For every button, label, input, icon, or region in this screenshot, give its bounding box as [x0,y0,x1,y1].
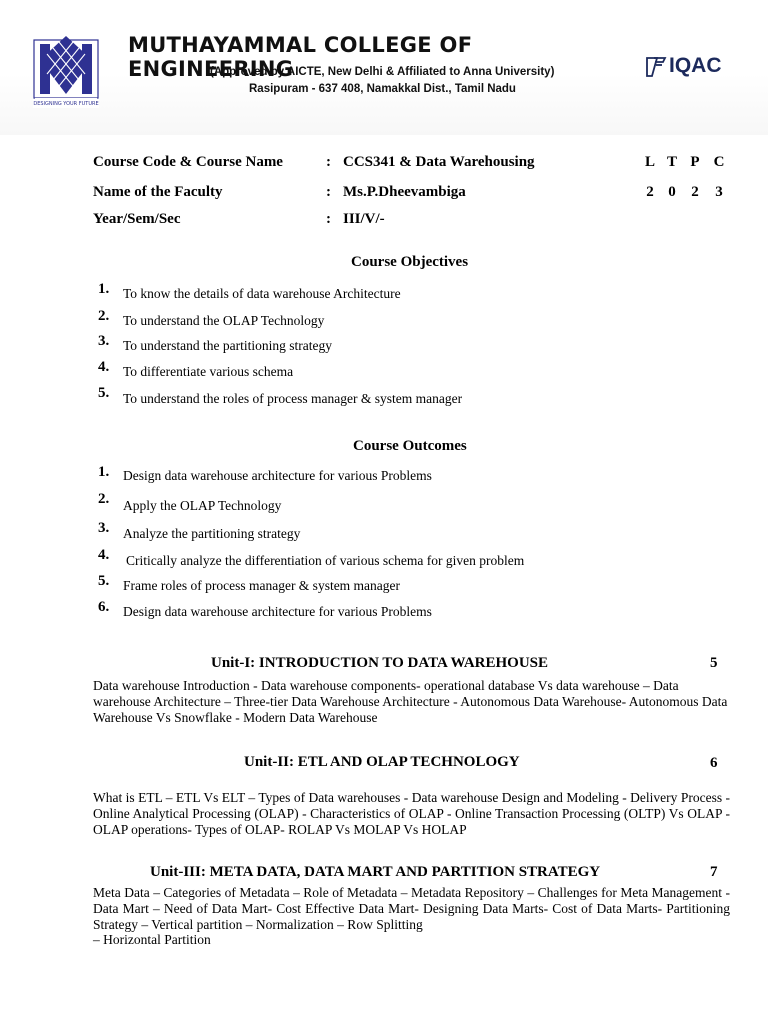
unit-2-hours: 6 [710,755,718,771]
objective-number: 5. [98,385,110,401]
objective-text: To differentiate various schema [123,364,294,379]
outcome-number: 1. [98,464,110,480]
objective-text: To understand the partitioning strategy [123,338,333,353]
objective-text: To understand the OLAP Technology [123,313,325,328]
outcome-number: 3. [98,520,110,536]
outcome-text: Critically analyze the differentiation of various schema for given problem [126,553,525,568]
objective-number: 4. [98,359,110,375]
course-code-label: Course Code & Course Name [93,154,283,170]
iqac-label: IQAC [669,54,722,77]
unit-3-content: Meta Data – Categories of Metadata – Role of Metadata – Metadata Repository – Challenges for Meta Management - Data Mart – Need of Data Mart- Cost Effective Data Mart- Designing Data Marts- Cost of Data Marts- Partitioning Strategy – Vertical partition – Normalization – Row Splitting [93,885,730,932]
faculty-value: Ms.P.Dheevambiga [343,184,466,200]
outcome-text: Analyze the partitioning strategy [123,526,301,541]
unit-2-title: Unit-II: ETL AND OLAP TECHNOLOGY [244,754,520,770]
unit-1-content: Data warehouse Introduction - Data warehouse components- operational database Vs data warehouse – Data warehouse Architecture – Three-tier Data Warehouse Architecture - Autonomous Data Warehouse- Autonomous Data Warehouse Vs Snowflake - Modern Data Warehouse [93,678,728,725]
objective-text: To understand the roles of process manager & system manager [123,391,463,406]
ltpc-value: 0 [668,184,676,200]
objectives-title: Course Objectives [351,254,469,270]
objective-number: 3. [98,333,110,349]
year-label: Year/Sem/Sec [93,211,181,227]
approval-text: (Approved by AICTE, New Delhi & Affiliated to Anna University) [210,66,555,78]
year-value: III/V/- [343,211,385,227]
colon: : [326,211,331,227]
ltpc-header: C [713,154,725,170]
ltpc-header: L [644,154,655,170]
ltpc-value: 2 [691,184,699,200]
outcome-text: Frame roles of process manager & system manager [123,578,401,593]
outcome-number: 2. [98,491,110,507]
outcomes-title: Course Outcomes [353,438,467,454]
outcome-text: Design data warehouse architecture for various Problems [123,468,432,483]
objective-number: 1. [98,281,110,297]
unit-3-content-last: – Horizontal Partition [93,932,211,947]
ltpc-header: T [666,154,677,170]
unit-3-hours: 7 [710,864,718,880]
ltpc-header: P [690,154,700,170]
address-text: Rasipuram - 637 408, Namakkal Dist., Tamil Nadu [249,83,516,95]
unit-1-hours: 5 [710,655,718,671]
objective-number: 2. [98,308,110,324]
colon: : [326,184,331,200]
ltpc-value: 3 [715,184,723,200]
logo-tagline: DESIGNING YOUR FUTURE [33,101,99,107]
unit-2-content: What is ETL – ETL Vs ELT – Types of Data warehouses - Data warehouse Design and Modeling - Delivery Process - Online Analytical Processing (OLAP) - Characteristics of OLAP - Online Transaction Processing (OLTP) Vs OLAP - OLAP operations- Types of OLAP- ROLAP Vs MOLAP Vs HOLAP [93,790,730,837]
unit-3-title: Unit-III: META DATA, DATA MART AND PARTITION STRATEGY [150,864,601,880]
outcome-number: 6. [98,599,110,615]
college-logo [33,34,99,108]
ltpc-value: 2 [646,184,654,200]
iqac-mark-icon [643,55,667,79]
college-name: MUTHAYAMMAL COLLEGE OF ENGINEERING [128,33,473,81]
outcome-number: 5. [98,573,110,589]
outcome-number: 4. [98,547,110,563]
unit-1-title: Unit-I: INTRODUCTION TO DATA WAREHOUSE [211,655,549,671]
outcome-text: Design data warehouse architecture for various Problems [123,604,432,619]
faculty-label: Name of the Faculty [93,184,223,200]
iqac-logo [643,54,735,80]
course-code-value: CCS341 & Data Warehousing [343,154,535,170]
outcome-text: Apply the OLAP Technology [123,498,282,513]
objective-text: To know the details of data warehouse Architecture [123,286,401,301]
colon: : [326,154,331,170]
